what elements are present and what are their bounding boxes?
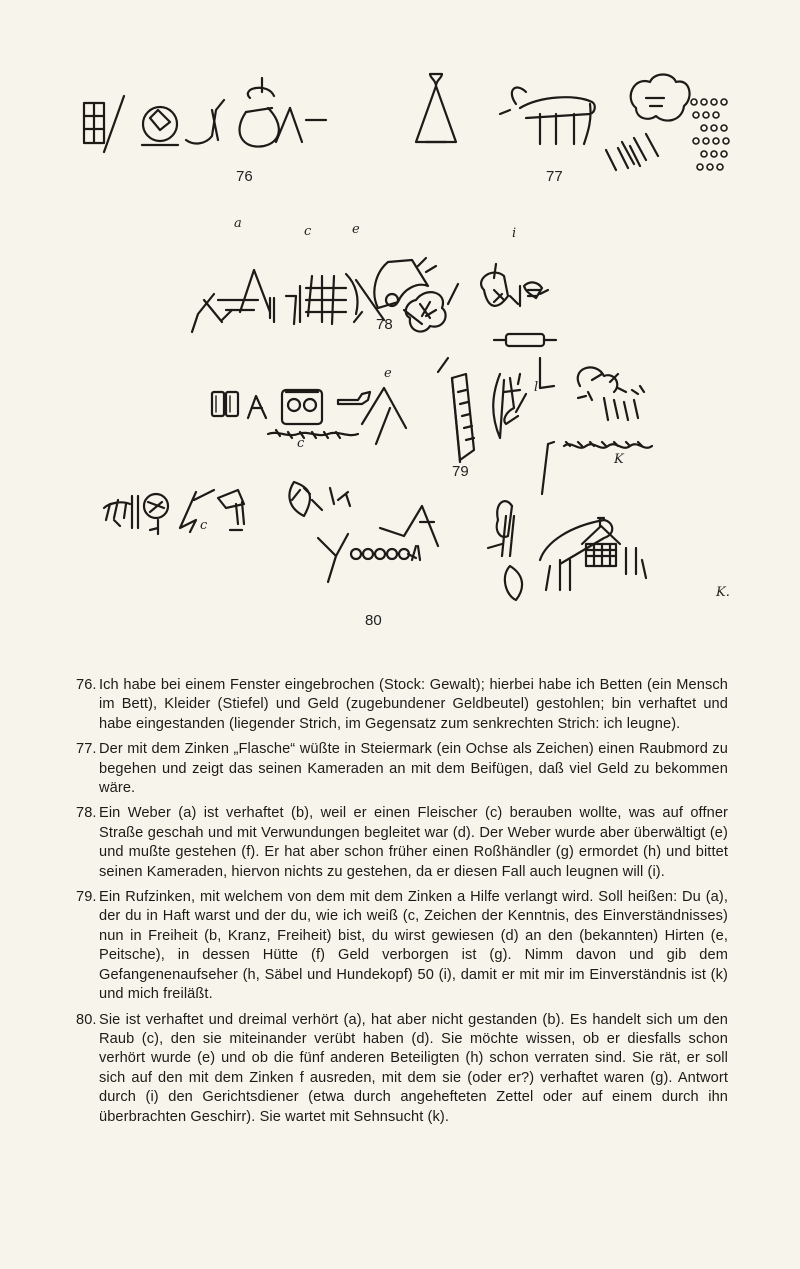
- caption-text: Ich habe bei einem Fenster eingebrochen (Stock: Gewalt); hierbei habe ich Betten (ein Mensch im Bett), Kleider (Stiefel) und Geld (zugebundener Geldbeutel) gestohlen; bin verhaftet und habe eingestanden (liegender Strich, im Gegensatz zum senkrechten Strich: ich leugne).: [99, 677, 728, 732]
- caption-80: [76, 1011, 728, 1127]
- sign-78-label-c: c: [304, 224, 312, 239]
- caption-77: [76, 740, 728, 798]
- sign-78-label-e: e: [352, 222, 360, 237]
- sign-79-wave-line-icon: [542, 442, 652, 494]
- sign-80-arrest-icon: [104, 496, 138, 528]
- caption-number: 76.: [76, 677, 97, 693]
- sign-79-in-custody-icon: [212, 392, 266, 418]
- sign-80-label-c: c: [200, 518, 208, 533]
- sign-79-jailer-sword-dog-icon: [578, 367, 644, 420]
- sign-78-butcher-icon: [240, 270, 300, 324]
- figure-number-78: 78: [376, 316, 393, 333]
- caption-text: Sie ist verhaftet und dreimal verhört (a), hat aber nicht gestanden (b). Es handelt sich um den Raub (c), den sie miteinander verübt haben (d). Sie möchte wissen, ob er diesfalls schon verhört wurde (e) und ob die fünf anderen Beteiligten (h) schon verraten sind. Sie rät, er soll sich auf den mit dem Zinken f ausreden, mit dem sie (oder er?) verhaftet waren (g). Antwort durch (i) den Gerichtsdiener (etwa durch angehefteten Zettel oder auf einem durch ihn überbrachten Geschirr). Sie wartet mit Sehnsucht (k).: [99, 1011, 728, 1125]
- sign-79-wreath-freedom-icon: [268, 390, 358, 438]
- sign-80-longing-house-icon: [540, 518, 646, 590]
- sign-80-heard-icon: [144, 494, 168, 534]
- caption-number: 79.: [76, 889, 97, 906]
- sign-76-bed-person-icon: [142, 100, 224, 145]
- figure-number-80: 80: [365, 612, 382, 629]
- sign-79-herder-whip-icon: [438, 358, 474, 462]
- caption-number: 80.: [76, 1011, 97, 1028]
- caption-number: 77.: [76, 741, 97, 758]
- sign-80-bailiff-icon: [488, 501, 522, 600]
- caption-list: [76, 676, 728, 1133]
- figure-number-77: 77: [546, 168, 563, 185]
- sign-77-bottle-icon: [416, 74, 456, 142]
- sign-80-heard-e-icon: [289, 482, 322, 516]
- sign-78-deny-icon: [481, 264, 520, 306]
- sign-76-window-icon: [84, 96, 124, 152]
- caption-text: Ein Weber (a) ist verhaftet (b), weil er einen Fleischer (c) berauben wollte, was auf offner Straße geschah und mit Verwundungen begleitet war (d). Der Weber wurde aber überwältigt (e) und mußte gestehen (f). Er hat aber schon früher einen Roßhändler (g) ermordet (h) und bittet seinen Kameraden, hiervon nichts zu gestehen, da er diesen Fall auch leugnen will (i).: [99, 805, 728, 880]
- sign-77-ox-icon: [500, 88, 595, 144]
- caption-text: Der mit dem Zinken „Flasche“ wüßte in Steiermark (ein Ochse als Zeichen) einen Raubmord zu begehen und zeigt das seinen Kameraden an mit dem Beifügen, daß viel Geld zu bekommen wäre.: [99, 741, 728, 797]
- sign-78-comrade-icon: [524, 282, 548, 298]
- sign-78-label-l: l: [534, 380, 539, 395]
- caption-76: [76, 676, 728, 734]
- sign-78-street-wound-icon: [306, 274, 384, 324]
- caption-79: [76, 888, 728, 1004]
- sign-78-weaver-shuttle-icon: [192, 294, 258, 332]
- sign-79-hut-icon: [493, 374, 526, 438]
- sign-78-murder-icon: [406, 284, 458, 332]
- sign-76-money-bag-icon: [240, 78, 326, 147]
- sign-78-label-a: a: [234, 216, 242, 231]
- caption-78: [76, 804, 728, 882]
- figure-number-76: 76: [236, 168, 253, 185]
- sign-80-robbery-icon: [180, 490, 214, 532]
- sign-79-label-e: e: [384, 366, 392, 381]
- sign-79-label-c: c: [297, 436, 305, 451]
- sign-77-steiermark-icon: [606, 75, 729, 171]
- sign-80-committed-icon: [218, 490, 244, 530]
- sign-78-label-i: i: [512, 226, 517, 241]
- caption-number: 78.: [76, 805, 97, 822]
- sign-79-label-k: K: [614, 452, 624, 467]
- figure-number-79: 79: [452, 463, 469, 480]
- caption-text: Ein Rufzinken, mit welchem von dem mit dem Zinken a Hilfe verlangt wird. Soll heißen: Du (a), der du in Haft warst und der du, wie ich weiß (c, Zeichen der Kenntnis, des Einverständnisses) nun in Freiheit (b, Kranz, Freiheit) bist, du wirst gewiesen (d) an den (bekannten) Hirten (e, Peitsche), in dessen Hütte (f) Geld verborgen ist (g). Nimm davon und gib dem Gefangenenaufseher (h, Säbel und Hundekopf) 50 (i), damit er mit mir im Einverständnis ist (k) und mich freiläßt.: [99, 889, 728, 1003]
- sign-80-label-k: K.: [716, 585, 730, 600]
